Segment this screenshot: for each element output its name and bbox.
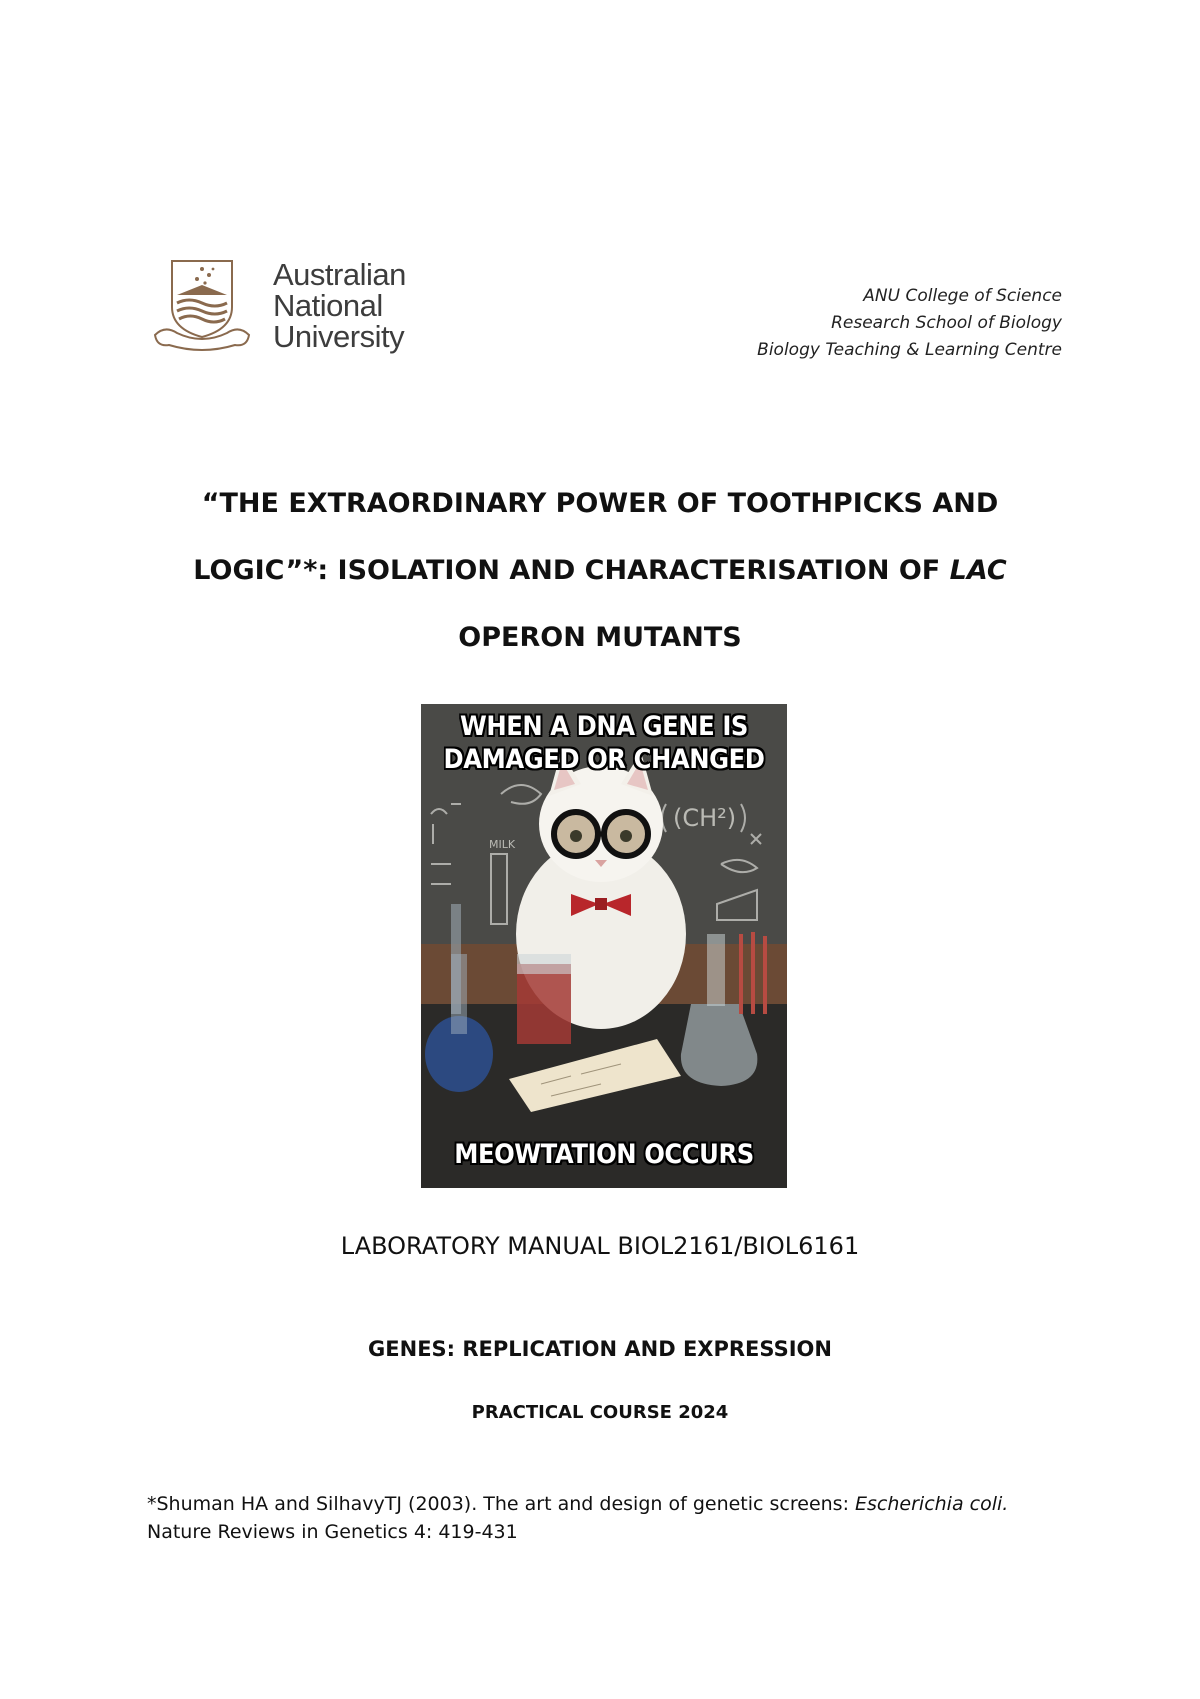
meme-illustration (421, 704, 787, 1188)
title-lac-italic: LAC (949, 555, 1007, 586)
affiliation-block (757, 283, 1062, 364)
title-line-2 (120, 537, 1080, 604)
meme-top-caption (439, 710, 768, 776)
reference-authors-text: *Shuman HA and SilhavyTJ (2003). The art and design of genetic screens: (147, 1493, 856, 1515)
anu-wordmark (273, 259, 406, 352)
lab-manual-heading: LABORATORY MANUAL BIOL2161/BIOL6161 (340, 1232, 860, 1260)
reference-footnote (147, 1490, 1067, 1546)
logo-line-australian: Australian (273, 257, 406, 292)
meme-top-line-1: WHEN A DNA GENE IS (460, 711, 748, 742)
affiliation-college: ANU College of Science (863, 286, 1062, 306)
practical-course-year: PRACTICAL COURSE 2024 (471, 1402, 729, 1423)
milk-label-text: MILK (489, 838, 516, 851)
logo-line-national: National (273, 288, 383, 323)
anu-crest-icon (147, 255, 257, 355)
reference-species-italic: Escherichia coli. (855, 1493, 1009, 1515)
meme-bottom-caption (439, 1138, 768, 1171)
reference-line-1 (147, 1490, 1067, 1518)
title-line-1: “THE EXTRAORDINARY POWER OF TOOTHPICKS AND (201, 488, 999, 519)
course-title: GENES: REPLICATION AND EXPRESSION (368, 1337, 832, 1361)
meme-top-line-2: DAMAGED OR CHANGED (443, 744, 765, 775)
document-title (120, 470, 1080, 671)
chemistry-cat-meme-image (421, 704, 787, 1188)
title-line-3: OPERON MUTANTS (458, 622, 742, 653)
logo-line-university: University (273, 319, 405, 354)
anu-logo (147, 255, 427, 355)
title-line-2-text: LOGIC”*: ISOLATION AND CHARACTERISATION OF (193, 555, 950, 586)
board-formula-text: (CH²) (673, 804, 737, 832)
affiliation-school: Research School of Biology (831, 313, 1062, 333)
reference-line-2: Nature Reviews in Genetics 4: 419-431 (147, 1521, 518, 1543)
affiliation-centre: Biology Teaching & Learning Centre (757, 340, 1062, 360)
meme-bottom-line: MEOWTATION OCCURS (454, 1139, 754, 1170)
